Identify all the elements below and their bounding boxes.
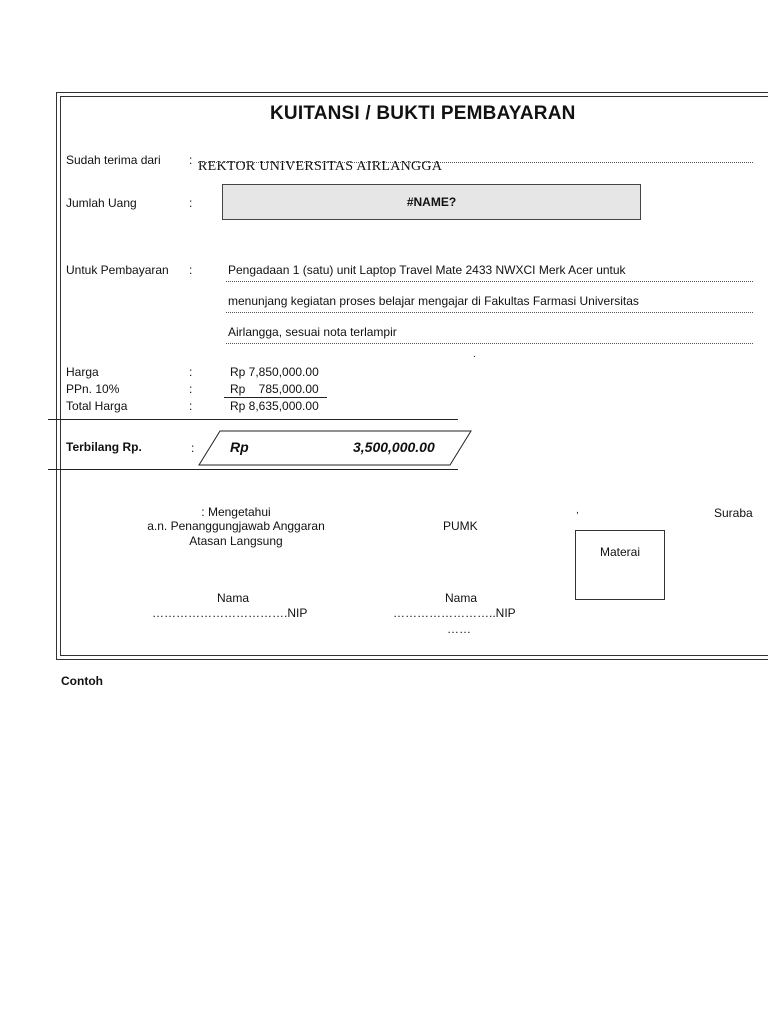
amount-value: #NAME?: [406, 195, 457, 209]
purpose-dotted-line-1: [226, 281, 753, 282]
example-caption: Contoh: [61, 674, 103, 688]
terbilang-colon: :: [191, 441, 195, 455]
terbilang-currency: Rp: [230, 439, 249, 455]
purpose-colon: :: [189, 263, 193, 277]
harga-value: Rp 7,850,000.00: [230, 365, 319, 379]
purpose-line-2: menunjang kegiatan proses belajar mengajar di Fakultas Farmasi Universitas: [228, 294, 639, 308]
stamp-box: [575, 530, 665, 600]
amount-label: Jumlah Uang: [66, 196, 137, 210]
purpose-line-3: Airlangga, sesuai nota terlampir: [228, 325, 397, 339]
middle-signer-nip: ……………………..NIP: [393, 606, 516, 620]
total-value: Rp 8,635,000.00: [230, 399, 319, 413]
received-from-colon: :: [189, 153, 193, 167]
stamp-label: Materai: [599, 545, 640, 559]
amount-colon: :: [189, 196, 193, 210]
received-from-label: Sudah terima dari: [66, 153, 161, 167]
approval-heading: : Mengetahui: [201, 505, 271, 519]
total-label: Total Harga: [66, 399, 128, 413]
approval-role: a.n. Penanggungjawab Anggaran: [147, 519, 325, 533]
amount-value-box: [222, 184, 641, 220]
received-from-dotted-line: [198, 162, 753, 163]
middle-signer-dots: ……: [447, 622, 471, 636]
approval-supervisor: Atasan Langsung: [189, 534, 283, 548]
purpose-dotted-line-3: [226, 343, 753, 344]
purpose-line-1: Pengadaan 1 (satu) unit Laptop Travel Mate 2433 NWXCI Merk Acer untuk: [228, 263, 626, 277]
receipt-title: KUITANSI / BUKTI PEMBAYARAN: [270, 103, 576, 124]
terbilang-value: 3,500,000.00: [353, 439, 435, 455]
harga-colon: :: [189, 365, 193, 379]
harga-label: Harga: [66, 365, 99, 379]
left-signer-nip: …………………………….NIP: [152, 606, 308, 620]
purpose-label: Untuk Pembayaran: [66, 263, 169, 277]
ppn-label: PPn. 10%: [66, 382, 120, 396]
received-from-value: REKTOR UNIVERSITAS AIRLANGGA: [198, 159, 443, 174]
city-name: Suraba: [714, 506, 753, 520]
stray-dot: .: [473, 349, 476, 360]
total-colon: :: [189, 399, 193, 413]
middle-signer-name: Nama: [445, 591, 478, 605]
pumk-title: PUMK: [443, 519, 478, 533]
subtotal-rule: [224, 397, 327, 398]
left-signer-name: Nama: [217, 591, 250, 605]
ppn-colon: :: [189, 382, 193, 396]
ppn-value: Rp 785,000.00: [230, 382, 319, 396]
purpose-dotted-line-2: [226, 312, 753, 313]
terbilang-label: Terbilang Rp.: [66, 440, 142, 454]
terbilang-top-rule: [48, 419, 458, 420]
city-comma: ,: [576, 505, 579, 516]
terbilang-bottom-rule: [48, 469, 458, 470]
